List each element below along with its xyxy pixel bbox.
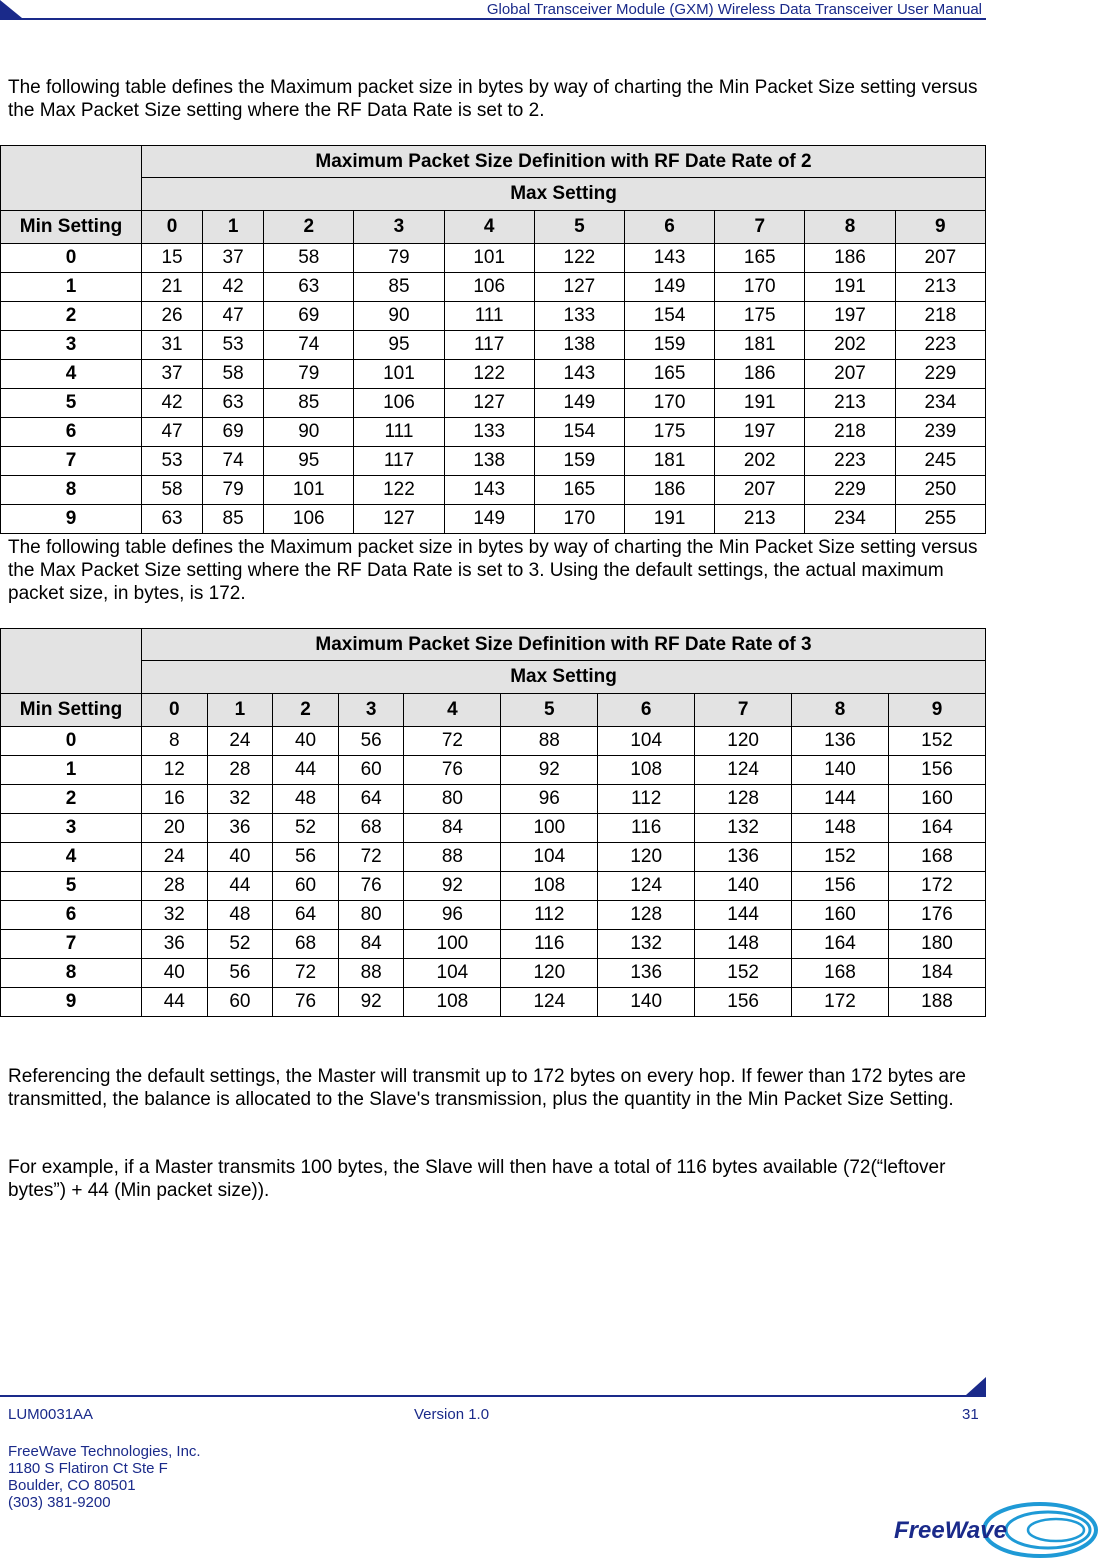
- packet-size-cell: 156: [695, 988, 792, 1017]
- packet-size-cell: 79: [354, 244, 444, 273]
- company-address: [8, 1443, 201, 1511]
- max-setting-column-header: 6: [624, 211, 714, 244]
- packet-size-cell: 42: [142, 389, 203, 418]
- packet-size-cell: 106: [444, 273, 534, 302]
- max-setting-column-header: 5: [534, 211, 624, 244]
- packet-size-cell: 197: [805, 302, 895, 331]
- max-setting-column-header: 9: [895, 211, 985, 244]
- packet-size-cell: 44: [207, 872, 273, 901]
- packet-size-cell: 31: [142, 331, 203, 360]
- packet-size-cell: 149: [624, 273, 714, 302]
- packet-size-cell: 140: [792, 756, 889, 785]
- table-title: Maximum Packet Size Definition with RF Date Rate of 3: [142, 629, 986, 661]
- packet-size-cell: 80: [404, 785, 501, 814]
- max-setting-column-header: 3: [338, 694, 404, 727]
- packet-size-cell: 152: [695, 959, 792, 988]
- min-setting-row-label: 2: [1, 785, 142, 814]
- max-setting-column-header: 3: [354, 211, 444, 244]
- packet-size-cell: 124: [501, 988, 598, 1017]
- packet-size-cell: 188: [888, 988, 985, 1017]
- table-row: [1, 389, 986, 418]
- packet-size-cell: 143: [444, 476, 534, 505]
- packet-size-cell: 111: [354, 418, 444, 447]
- packet-size-cell: 112: [501, 901, 598, 930]
- packet-size-cell: 108: [501, 872, 598, 901]
- packet-size-cell: 58: [203, 360, 264, 389]
- packet-size-cell: 197: [715, 418, 805, 447]
- packet-size-cell: 40: [273, 727, 339, 756]
- packet-size-cell: 64: [273, 901, 339, 930]
- packet-size-cell: 15: [142, 244, 203, 273]
- packet-size-cell: 202: [805, 331, 895, 360]
- packet-size-cell: 104: [501, 843, 598, 872]
- min-setting-row-label: 3: [1, 331, 142, 360]
- packet-size-cell: 133: [534, 302, 624, 331]
- packet-size-cell: 213: [895, 273, 985, 302]
- packet-size-cell: 213: [715, 505, 805, 534]
- packet-size-cell: 181: [715, 331, 805, 360]
- table-row: [1, 756, 986, 785]
- packet-size-cell: 36: [142, 930, 208, 959]
- min-setting-header: Min Setting: [1, 694, 142, 727]
- packet-size-cell: 32: [207, 785, 273, 814]
- max-setting-column-header: 0: [142, 694, 208, 727]
- packet-size-cell: 229: [805, 476, 895, 505]
- table-row: [1, 785, 986, 814]
- table-row: [1, 727, 986, 756]
- footer-rule: [0, 1395, 986, 1397]
- packet-size-cell: 72: [404, 727, 501, 756]
- packet-size-cell: 164: [888, 814, 985, 843]
- packet-size-cell: 117: [444, 331, 534, 360]
- table-row: [1, 360, 986, 389]
- packet-size-cell: 85: [354, 273, 444, 302]
- packet-size-cell: 127: [354, 505, 444, 534]
- min-setting-header: Min Setting: [1, 211, 142, 244]
- packet-size-cell: 108: [404, 988, 501, 1017]
- packet-size-cell: 250: [895, 476, 985, 505]
- packet-size-cell: 64: [338, 785, 404, 814]
- packet-size-cell: 47: [142, 418, 203, 447]
- packet-size-cell: 58: [142, 476, 203, 505]
- packet-size-cell: 149: [444, 505, 534, 534]
- packet-size-cell: 60: [338, 756, 404, 785]
- packet-size-cell: 170: [715, 273, 805, 302]
- packet-size-cell: 207: [715, 476, 805, 505]
- packet-size-cell: 143: [534, 360, 624, 389]
- packet-size-cell: 85: [264, 389, 354, 418]
- min-setting-row-label: 1: [1, 756, 142, 785]
- table-row: [1, 505, 986, 534]
- footer-triangle: [966, 1377, 986, 1395]
- table-row: [1, 959, 986, 988]
- packet-size-cell: 40: [207, 843, 273, 872]
- max-setting-column-header: 8: [805, 211, 895, 244]
- packet-size-cell: 170: [534, 505, 624, 534]
- packet-size-cell: 16: [142, 785, 208, 814]
- min-setting-row-label: 0: [1, 244, 142, 273]
- packet-size-cell: 136: [598, 959, 695, 988]
- packet-size-table-rate-3: [0, 628, 986, 1017]
- packet-size-cell: 90: [264, 418, 354, 447]
- header-triangle: [0, 0, 22, 18]
- packet-size-cell: 140: [695, 872, 792, 901]
- packet-size-cell: 143: [624, 244, 714, 273]
- packet-size-cell: 88: [404, 843, 501, 872]
- min-setting-row-label: 0: [1, 727, 142, 756]
- packet-size-cell: 104: [404, 959, 501, 988]
- packet-size-cell: 28: [142, 872, 208, 901]
- min-setting-row-label: 6: [1, 418, 142, 447]
- table-row: [1, 447, 986, 476]
- intro-paragraph-rate-2: The following table defines the Maximum packet size in bytes by way of charting the Min Packet Size setting versus the Max Packet Size setting where the RF Data Rate is set to 2.: [8, 77, 978, 121]
- max-setting-column-header: 9: [888, 694, 985, 727]
- packet-size-cell: 106: [354, 389, 444, 418]
- packet-size-cell: 68: [338, 814, 404, 843]
- packet-size-cell: 80: [338, 901, 404, 930]
- max-setting-column-header: 7: [715, 211, 805, 244]
- packet-size-cell: 159: [624, 331, 714, 360]
- city-state-zip: Boulder, CO 80501: [8, 1477, 136, 1494]
- packet-size-cell: 207: [805, 360, 895, 389]
- packet-size-cell: 159: [534, 447, 624, 476]
- packet-size-cell: 186: [624, 476, 714, 505]
- packet-size-cell: 8: [142, 727, 208, 756]
- packet-size-cell: 234: [895, 389, 985, 418]
- packet-size-cell: 56: [273, 843, 339, 872]
- packet-size-cell: 44: [142, 988, 208, 1017]
- packet-size-cell: 144: [695, 901, 792, 930]
- packet-size-cell: 101: [444, 244, 534, 273]
- max-setting-column-header: 4: [444, 211, 534, 244]
- packet-size-cell: 101: [264, 476, 354, 505]
- packet-size-cell: 96: [404, 901, 501, 930]
- packet-size-cell: 133: [444, 418, 534, 447]
- packet-size-cell: 101: [354, 360, 444, 389]
- packet-size-cell: 176: [888, 901, 985, 930]
- packet-size-cell: 122: [444, 360, 534, 389]
- packet-size-cell: 116: [501, 930, 598, 959]
- packet-size-cell: 124: [598, 872, 695, 901]
- table-row: [1, 901, 986, 930]
- packet-size-cell: 24: [207, 727, 273, 756]
- packet-size-cell: 149: [534, 389, 624, 418]
- packet-size-cell: 90: [354, 302, 444, 331]
- packet-size-cell: 223: [805, 447, 895, 476]
- packet-size-cell: 76: [404, 756, 501, 785]
- version-label: Version 1.0: [414, 1406, 490, 1423]
- packet-size-cell: 218: [805, 418, 895, 447]
- packet-size-cell: 191: [715, 389, 805, 418]
- packet-size-cell: 245: [895, 447, 985, 476]
- packet-size-cell: 40: [142, 959, 208, 988]
- packet-size-cell: 74: [264, 331, 354, 360]
- packet-size-cell: 28: [207, 756, 273, 785]
- packet-size-cell: 92: [338, 988, 404, 1017]
- packet-size-cell: 165: [624, 360, 714, 389]
- packet-size-cell: 100: [501, 814, 598, 843]
- max-setting-column-header: 8: [792, 694, 889, 727]
- header-title: Global Transceiver Module (GXM) Wireless Data Transceiver User Manual: [486, 1, 982, 18]
- max-setting-column-header: 0: [142, 211, 203, 244]
- packet-size-cell: 213: [805, 389, 895, 418]
- min-setting-row-label: 5: [1, 389, 142, 418]
- packet-size-cell: 79: [264, 360, 354, 389]
- table-title: Maximum Packet Size Definition with RF Date Rate of 2: [142, 146, 986, 178]
- packet-size-cell: 172: [888, 872, 985, 901]
- street-address: 1180 S Flatiron Ct Ste F: [8, 1460, 168, 1477]
- packet-size-cell: 96: [501, 785, 598, 814]
- document-id: LUM0031AA: [8, 1406, 94, 1423]
- packet-size-cell: 148: [792, 814, 889, 843]
- packet-size-cell: 239: [895, 418, 985, 447]
- packet-size-cell: 32: [142, 901, 208, 930]
- packet-size-cell: 20: [142, 814, 208, 843]
- packet-size-cell: 132: [598, 930, 695, 959]
- packet-size-cell: 53: [142, 447, 203, 476]
- min-setting-row-label: 3: [1, 814, 142, 843]
- packet-size-cell: 74: [203, 447, 264, 476]
- table-row: [1, 930, 986, 959]
- packet-size-cell: 191: [805, 273, 895, 302]
- table-corner-blank: [1, 146, 142, 211]
- packet-size-cell: 120: [598, 843, 695, 872]
- packet-size-cell: 122: [534, 244, 624, 273]
- min-setting-row-label: 4: [1, 843, 142, 872]
- packet-size-cell: 181: [624, 447, 714, 476]
- intro-paragraph-rate-3: The following table defines the Maximum packet size in bytes by way of charting the Min Packet Size setting versus the Max Packet Size setting where the RF Data Rate is set to 3. Using the default settings, the actual maximum packet size, in bytes, is 172.: [8, 537, 978, 604]
- min-setting-row-label: 6: [1, 901, 142, 930]
- packet-size-cell: 116: [598, 814, 695, 843]
- packet-size-cell: 72: [273, 959, 339, 988]
- packet-size-cell: 124: [695, 756, 792, 785]
- packet-size-cell: 120: [501, 959, 598, 988]
- packet-size-cell: 156: [888, 756, 985, 785]
- packet-size-cell: 84: [338, 930, 404, 959]
- table-row: [1, 302, 986, 331]
- table-row: [1, 814, 986, 843]
- packet-size-cell: 152: [792, 843, 889, 872]
- max-setting-column-header: 7: [695, 694, 792, 727]
- packet-size-cell: 12: [142, 756, 208, 785]
- min-setting-row-label: 5: [1, 872, 142, 901]
- packet-size-cell: 95: [354, 331, 444, 360]
- packet-size-cell: 44: [273, 756, 339, 785]
- packet-size-cell: 21: [142, 273, 203, 302]
- table-header-row: [1, 211, 986, 244]
- packet-size-cell: 100: [404, 930, 501, 959]
- packet-size-cell: 168: [792, 959, 889, 988]
- packet-size-cell: 85: [203, 505, 264, 534]
- max-setting-column-header: 2: [264, 211, 354, 244]
- packet-size-cell: 172: [792, 988, 889, 1017]
- packet-size-cell: 72: [338, 843, 404, 872]
- packet-size-cell: 36: [207, 814, 273, 843]
- packet-size-cell: 207: [895, 244, 985, 273]
- header-rule: [0, 18, 986, 20]
- packet-size-cell: 84: [404, 814, 501, 843]
- table-row: [1, 244, 986, 273]
- packet-size-cell: 229: [895, 360, 985, 389]
- packet-size-cell: 56: [338, 727, 404, 756]
- min-setting-row-label: 7: [1, 447, 142, 476]
- packet-size-cell: 218: [895, 302, 985, 331]
- packet-size-cell: 186: [715, 360, 805, 389]
- packet-size-cell: 37: [142, 360, 203, 389]
- max-setting-column-header: 6: [598, 694, 695, 727]
- packet-size-cell: 170: [624, 389, 714, 418]
- packet-size-cell: 144: [792, 785, 889, 814]
- table-row: [1, 872, 986, 901]
- packet-size-cell: 127: [534, 273, 624, 302]
- packet-size-cell: 154: [624, 302, 714, 331]
- packet-size-cell: 24: [142, 843, 208, 872]
- table-header-row: [1, 694, 986, 727]
- packet-size-cell: 108: [598, 756, 695, 785]
- min-setting-row-label: 7: [1, 930, 142, 959]
- packet-size-cell: 37: [203, 244, 264, 273]
- packet-size-cell: 92: [501, 756, 598, 785]
- freewave-logo: [890, 1500, 1100, 1560]
- packet-size-cell: 165: [715, 244, 805, 273]
- packet-size-cell: 180: [888, 930, 985, 959]
- packet-size-cell: 106: [264, 505, 354, 534]
- min-setting-row-label: 8: [1, 476, 142, 505]
- min-setting-row-label: 8: [1, 959, 142, 988]
- packet-size-cell: 154: [534, 418, 624, 447]
- min-setting-row-label: 9: [1, 988, 142, 1017]
- packet-size-cell: 88: [501, 727, 598, 756]
- packet-size-cell: 202: [715, 447, 805, 476]
- packet-size-cell: 164: [792, 930, 889, 959]
- table-row: [1, 418, 986, 447]
- packet-size-cell: 117: [354, 447, 444, 476]
- packet-size-cell: 69: [203, 418, 264, 447]
- packet-size-table-rate-2: [0, 145, 986, 534]
- packet-size-cell: 60: [207, 988, 273, 1017]
- packet-size-cell: 122: [354, 476, 444, 505]
- min-setting-row-label: 1: [1, 273, 142, 302]
- company-name: FreeWave Technologies, Inc.: [8, 1443, 201, 1460]
- packet-size-cell: 186: [805, 244, 895, 273]
- packet-size-cell: 104: [598, 727, 695, 756]
- table-row: [1, 331, 986, 360]
- packet-size-cell: 79: [203, 476, 264, 505]
- packet-size-cell: 95: [264, 447, 354, 476]
- packet-size-cell: 63: [264, 273, 354, 302]
- packet-size-cell: 60: [273, 872, 339, 901]
- packet-size-cell: 160: [888, 785, 985, 814]
- packet-size-cell: 53: [203, 331, 264, 360]
- page-number: 31: [962, 1406, 979, 1423]
- max-setting-column-header: 5: [501, 694, 598, 727]
- packet-size-cell: 112: [598, 785, 695, 814]
- packet-size-cell: 63: [142, 505, 203, 534]
- packet-size-cell: 132: [695, 814, 792, 843]
- packet-size-cell: 136: [695, 843, 792, 872]
- packet-size-cell: 26: [142, 302, 203, 331]
- default-settings-paragraph: Referencing the default settings, the Master will transmit up to 172 bytes on every hop. If fewer than 172 bytes are transmitted, the balance is allocated to the Slave's transmission, plus the quantity in the Min Packet Size Setting.: [8, 1066, 966, 1110]
- packet-size-cell: 56: [207, 959, 273, 988]
- packet-size-cell: 184: [888, 959, 985, 988]
- packet-size-cell: 156: [792, 872, 889, 901]
- packet-size-cell: 140: [598, 988, 695, 1017]
- packet-size-cell: 120: [695, 727, 792, 756]
- max-setting-column-header: 1: [203, 211, 264, 244]
- packet-size-cell: 128: [598, 901, 695, 930]
- packet-size-cell: 175: [715, 302, 805, 331]
- packet-size-cell: 191: [624, 505, 714, 534]
- logo-wordmark: FreeWave: [894, 1517, 1007, 1544]
- packet-size-cell: 138: [534, 331, 624, 360]
- packet-size-cell: 76: [338, 872, 404, 901]
- packet-size-cell: 92: [404, 872, 501, 901]
- packet-size-cell: 48: [273, 785, 339, 814]
- example-paragraph: For example, if a Master transmits 100 bytes, the Slave will then have a total of 116 bytes available (72(“leftover bytes”) + 44 (Min packet size)).: [8, 1157, 946, 1201]
- min-setting-row-label: 2: [1, 302, 142, 331]
- packet-size-cell: 76: [273, 988, 339, 1017]
- packet-size-cell: 52: [207, 930, 273, 959]
- packet-size-cell: 165: [534, 476, 624, 505]
- packet-size-cell: 47: [203, 302, 264, 331]
- packet-size-cell: 63: [203, 389, 264, 418]
- packet-size-cell: 136: [792, 727, 889, 756]
- table-row: [1, 988, 986, 1017]
- packet-size-cell: 148: [695, 930, 792, 959]
- max-setting-column-header: 1: [207, 694, 273, 727]
- min-setting-row-label: 4: [1, 360, 142, 389]
- packet-size-cell: 58: [264, 244, 354, 273]
- packet-size-cell: 42: [203, 273, 264, 302]
- table-subheader: Max Setting: [142, 661, 986, 694]
- packet-size-cell: 88: [338, 959, 404, 988]
- table-row: [1, 476, 986, 505]
- packet-size-cell: 175: [624, 418, 714, 447]
- packet-size-cell: 255: [895, 505, 985, 534]
- packet-size-cell: 68: [273, 930, 339, 959]
- phone-number: (303) 381-9200: [8, 1494, 111, 1511]
- max-setting-column-header: 4: [404, 694, 501, 727]
- packet-size-cell: 138: [444, 447, 534, 476]
- max-setting-column-header: 2: [273, 694, 339, 727]
- packet-size-cell: 160: [792, 901, 889, 930]
- packet-size-cell: 234: [805, 505, 895, 534]
- table-row: [1, 273, 986, 302]
- packet-size-cell: 168: [888, 843, 985, 872]
- min-setting-row-label: 9: [1, 505, 142, 534]
- packet-size-cell: 69: [264, 302, 354, 331]
- table-row: [1, 843, 986, 872]
- packet-size-cell: 52: [273, 814, 339, 843]
- packet-size-cell: 111: [444, 302, 534, 331]
- page-header: [0, 0, 986, 20]
- packet-size-cell: 223: [895, 331, 985, 360]
- packet-size-cell: 128: [695, 785, 792, 814]
- packet-size-cell: 48: [207, 901, 273, 930]
- table-corner-blank: [1, 629, 142, 694]
- packet-size-cell: 152: [888, 727, 985, 756]
- table-subheader: Max Setting: [142, 178, 986, 211]
- packet-size-cell: 127: [444, 389, 534, 418]
